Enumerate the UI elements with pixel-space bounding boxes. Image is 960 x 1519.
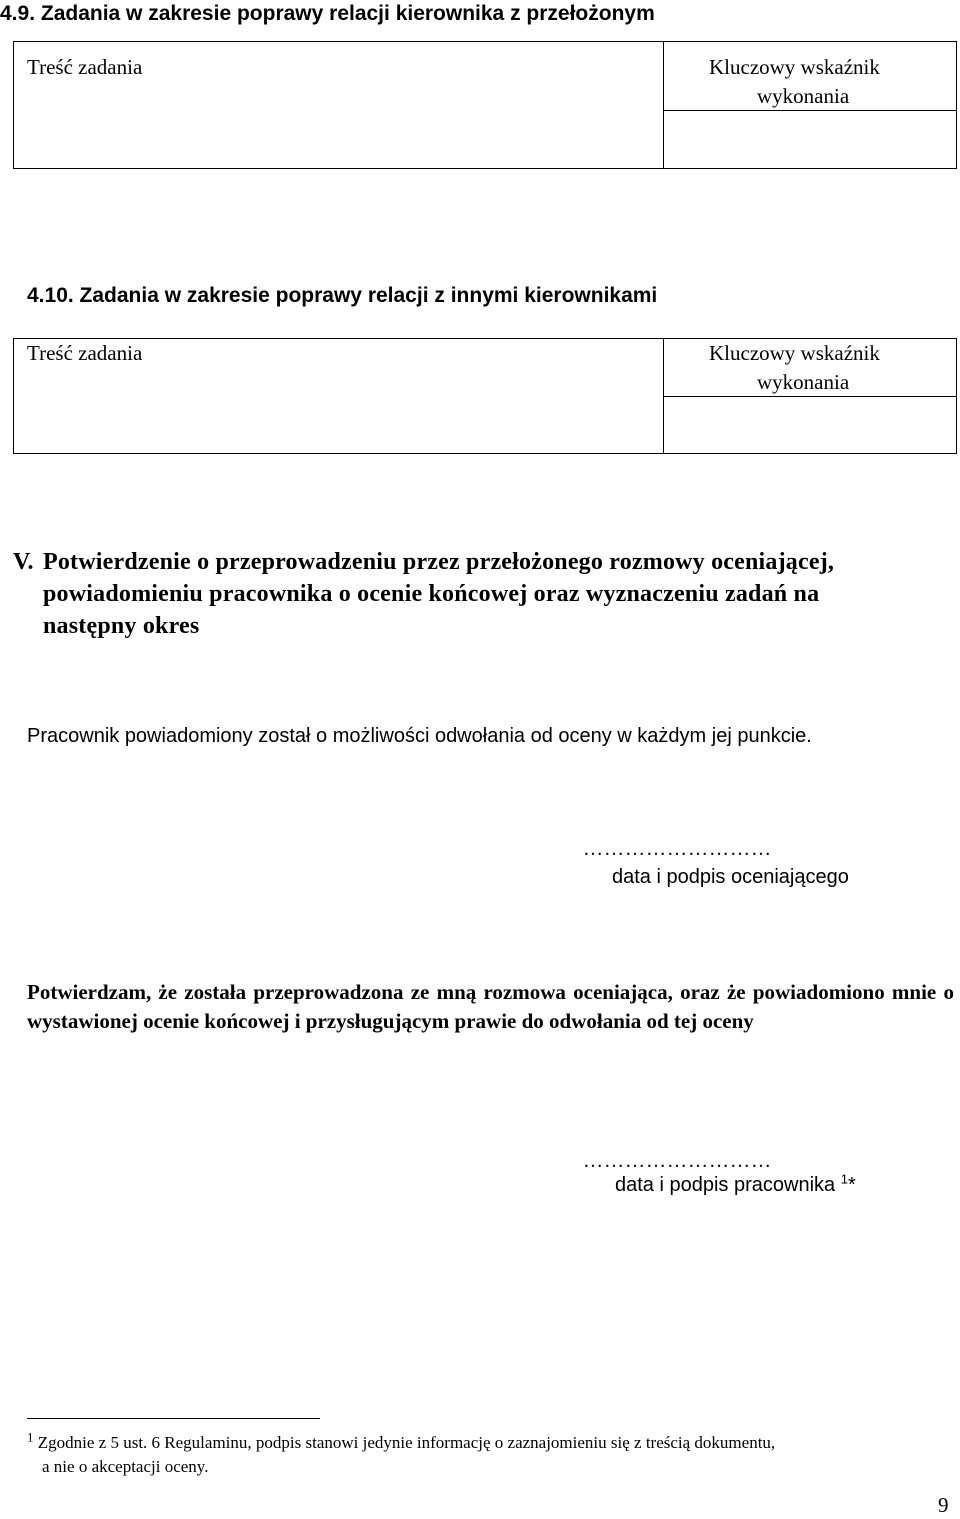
table-4-10-indicator-header-line1: Kluczowy wskaźnik xyxy=(709,341,880,365)
section-v-title-line1: Potwierdzenie o przeprowadzeniu przez przełożonego rozmowy oceniającej, xyxy=(43,549,835,575)
asterisk-mark: * xyxy=(847,1174,856,1196)
page-number: 9 xyxy=(938,1493,949,1517)
employee-signature-label xyxy=(615,1171,856,1197)
section-v-title-line2: powiadomieniu pracownika o ocenie końcowej oraz wyznaczeniu zadań na xyxy=(43,581,820,607)
footnote-marker: 1 xyxy=(27,1429,34,1445)
section-4-10-heading: 4.10. Zadania w zakresie poprawy relacji z innymi kierownikami xyxy=(27,284,658,307)
footnote-reference: 1 xyxy=(840,1171,848,1187)
employee-signature-line: ……………………… xyxy=(583,1150,772,1172)
footnote-line1 xyxy=(27,1431,952,1455)
footnote xyxy=(27,1431,952,1479)
employee-signature-label-text: data i podpis pracownika xyxy=(615,1174,836,1196)
evaluator-signature-line: ……………………… xyxy=(583,838,772,860)
evaluator-signature-label: data i podpis oceniającego xyxy=(612,866,849,888)
footnote-separator xyxy=(27,1418,320,1419)
table-4-9-task-header: Treść zadania xyxy=(27,55,143,79)
table-4-10-indicator-header-line2: wykonania xyxy=(757,370,850,394)
footnote-text-line2: a nie o akceptacji oceny. xyxy=(42,1457,209,1476)
section-v-title-line3: następny okres xyxy=(43,613,200,639)
section-4-9-heading: 4.9. Zadania w zakresie poprawy relacji kierownika z przełożonym xyxy=(0,2,655,25)
section-v-number: V. xyxy=(13,549,34,575)
table-4-9-indicator-header-line1: Kluczowy wskaźnik xyxy=(709,55,880,79)
table-4-10-task-header: Treść zadania xyxy=(27,341,143,365)
employee-confirmation: Potwierdzam, że została przeprowadzona ze mną rozmowa oceniająca, oraz że powiadomiono mnie o wystawionej ocenie końcowej i przysługującym prawie do odwołania od tej oceny xyxy=(27,980,954,1033)
table-4-9-indicator-header-line2: wykonania xyxy=(757,84,850,108)
appeal-notice: Pracownik powiadomiony został o możliwości odwołania od oceny w każdym jej punkcie. xyxy=(27,725,812,747)
footnote-text-line1: Zgodnie z 5 ust. 6 Regulaminu, podpis stanowi jedynie informację o zaznajomieniu się z treścią dokumentu, xyxy=(37,1433,776,1452)
